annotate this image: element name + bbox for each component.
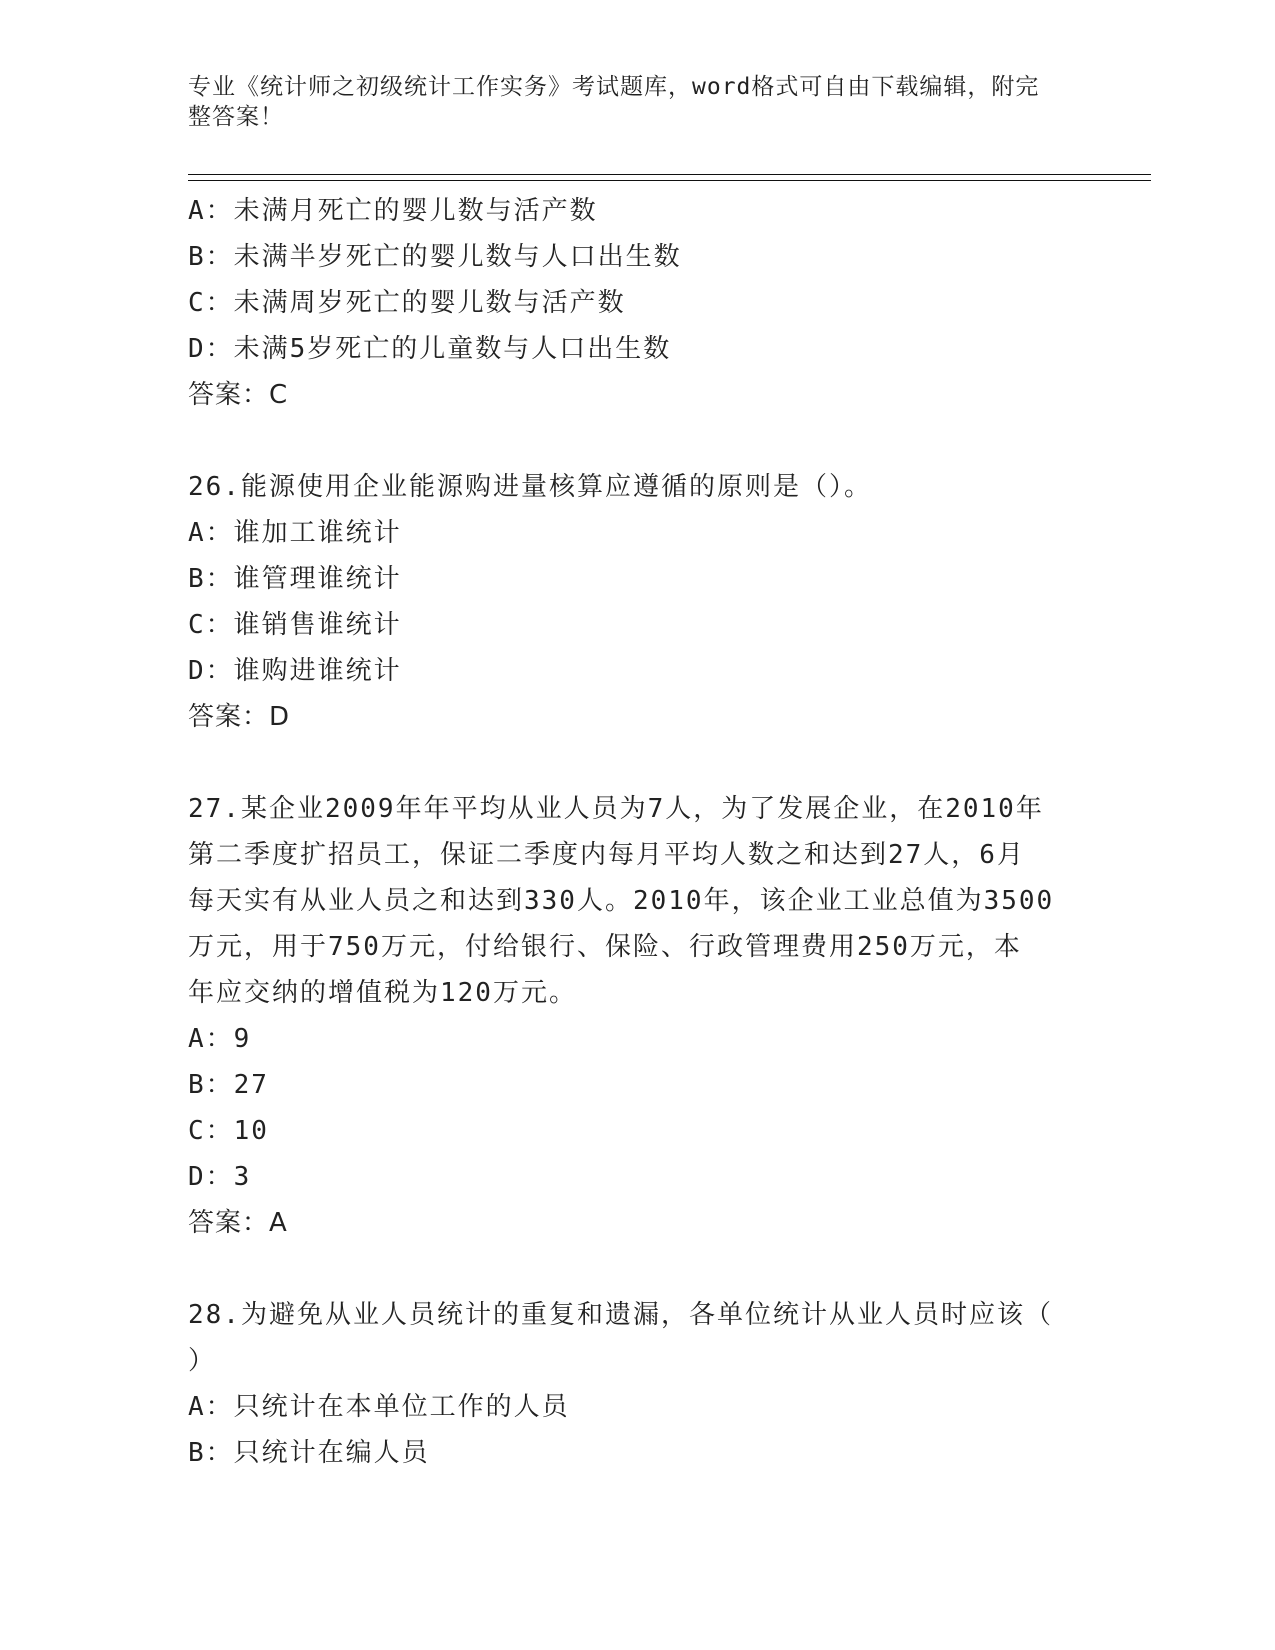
option-d: D：谁购进谁统计 (188, 656, 402, 686)
answer: 答案：C (188, 380, 289, 410)
header-line-1: 专业《统计师之初级统计工作实务》考试题库，word格式可自由下载编辑，附完 (188, 74, 1040, 100)
question-text-line: ） (188, 1346, 217, 1376)
question-25 (188, 188, 1078, 418)
answer: 答案：D (188, 702, 291, 732)
option-b: B：27 (188, 1070, 269, 1100)
document-header (188, 72, 1068, 132)
option-a: A：只统计在本单位工作的人员 (188, 1392, 570, 1422)
option-b: B：只统计在编人员 (188, 1438, 430, 1468)
option-d: D：未满5岁死亡的儿童数与人口出生数 (188, 334, 672, 364)
option-c: C：谁销售谁统计 (188, 610, 402, 640)
option-a: A：9 (188, 1024, 252, 1054)
question-text-line: 28.为避免从业人员统计的重复和遗漏，各单位统计从业人员时应该（ (188, 1300, 1053, 1330)
question-text-line: 万元，用于750万元，付给银行、保险、行政管理费用250万元，本 (188, 932, 1022, 962)
question-list (188, 188, 1078, 1476)
answer: 答案：A (188, 1208, 288, 1238)
question-27 (188, 786, 1078, 1246)
option-b: B：未满半岁死亡的婴儿数与人口出生数 (188, 242, 682, 272)
option-c: C：10 (188, 1116, 269, 1146)
spacer (188, 740, 1078, 786)
question-text: 26.能源使用企业能源购进量核算应遵循的原则是（）。 (188, 472, 872, 502)
question-28 (188, 1292, 1078, 1476)
spacer (188, 1246, 1078, 1292)
option-b: B：谁管理谁统计 (188, 564, 402, 594)
question-text-line: 27.某企业2009年年平均从业人员为7人，为了发展企业，在2010年 (188, 794, 1044, 824)
option-a: A：谁加工谁统计 (188, 518, 402, 548)
header-rule-top (188, 174, 1151, 175)
question-26 (188, 464, 1078, 740)
question-text-line: 第二季度扩招员工，保证二季度内每月平均人数之和达到27人，6月 (188, 840, 1025, 870)
header-line-2: 整答案！ (188, 104, 284, 130)
spacer (188, 418, 1078, 464)
header-rule-bottom (188, 180, 1151, 181)
question-text-line: 每天实有从业人员之和达到330人。2010年，该企业工业总值为3500 (188, 886, 1055, 916)
option-c: C：未满周岁死亡的婴儿数与活产数 (188, 288, 626, 318)
question-text-line: 年应交纳的增值税为120万元。 (188, 978, 577, 1008)
option-a: A：未满月死亡的婴儿数与活产数 (188, 196, 598, 226)
option-d: D：3 (188, 1162, 252, 1192)
